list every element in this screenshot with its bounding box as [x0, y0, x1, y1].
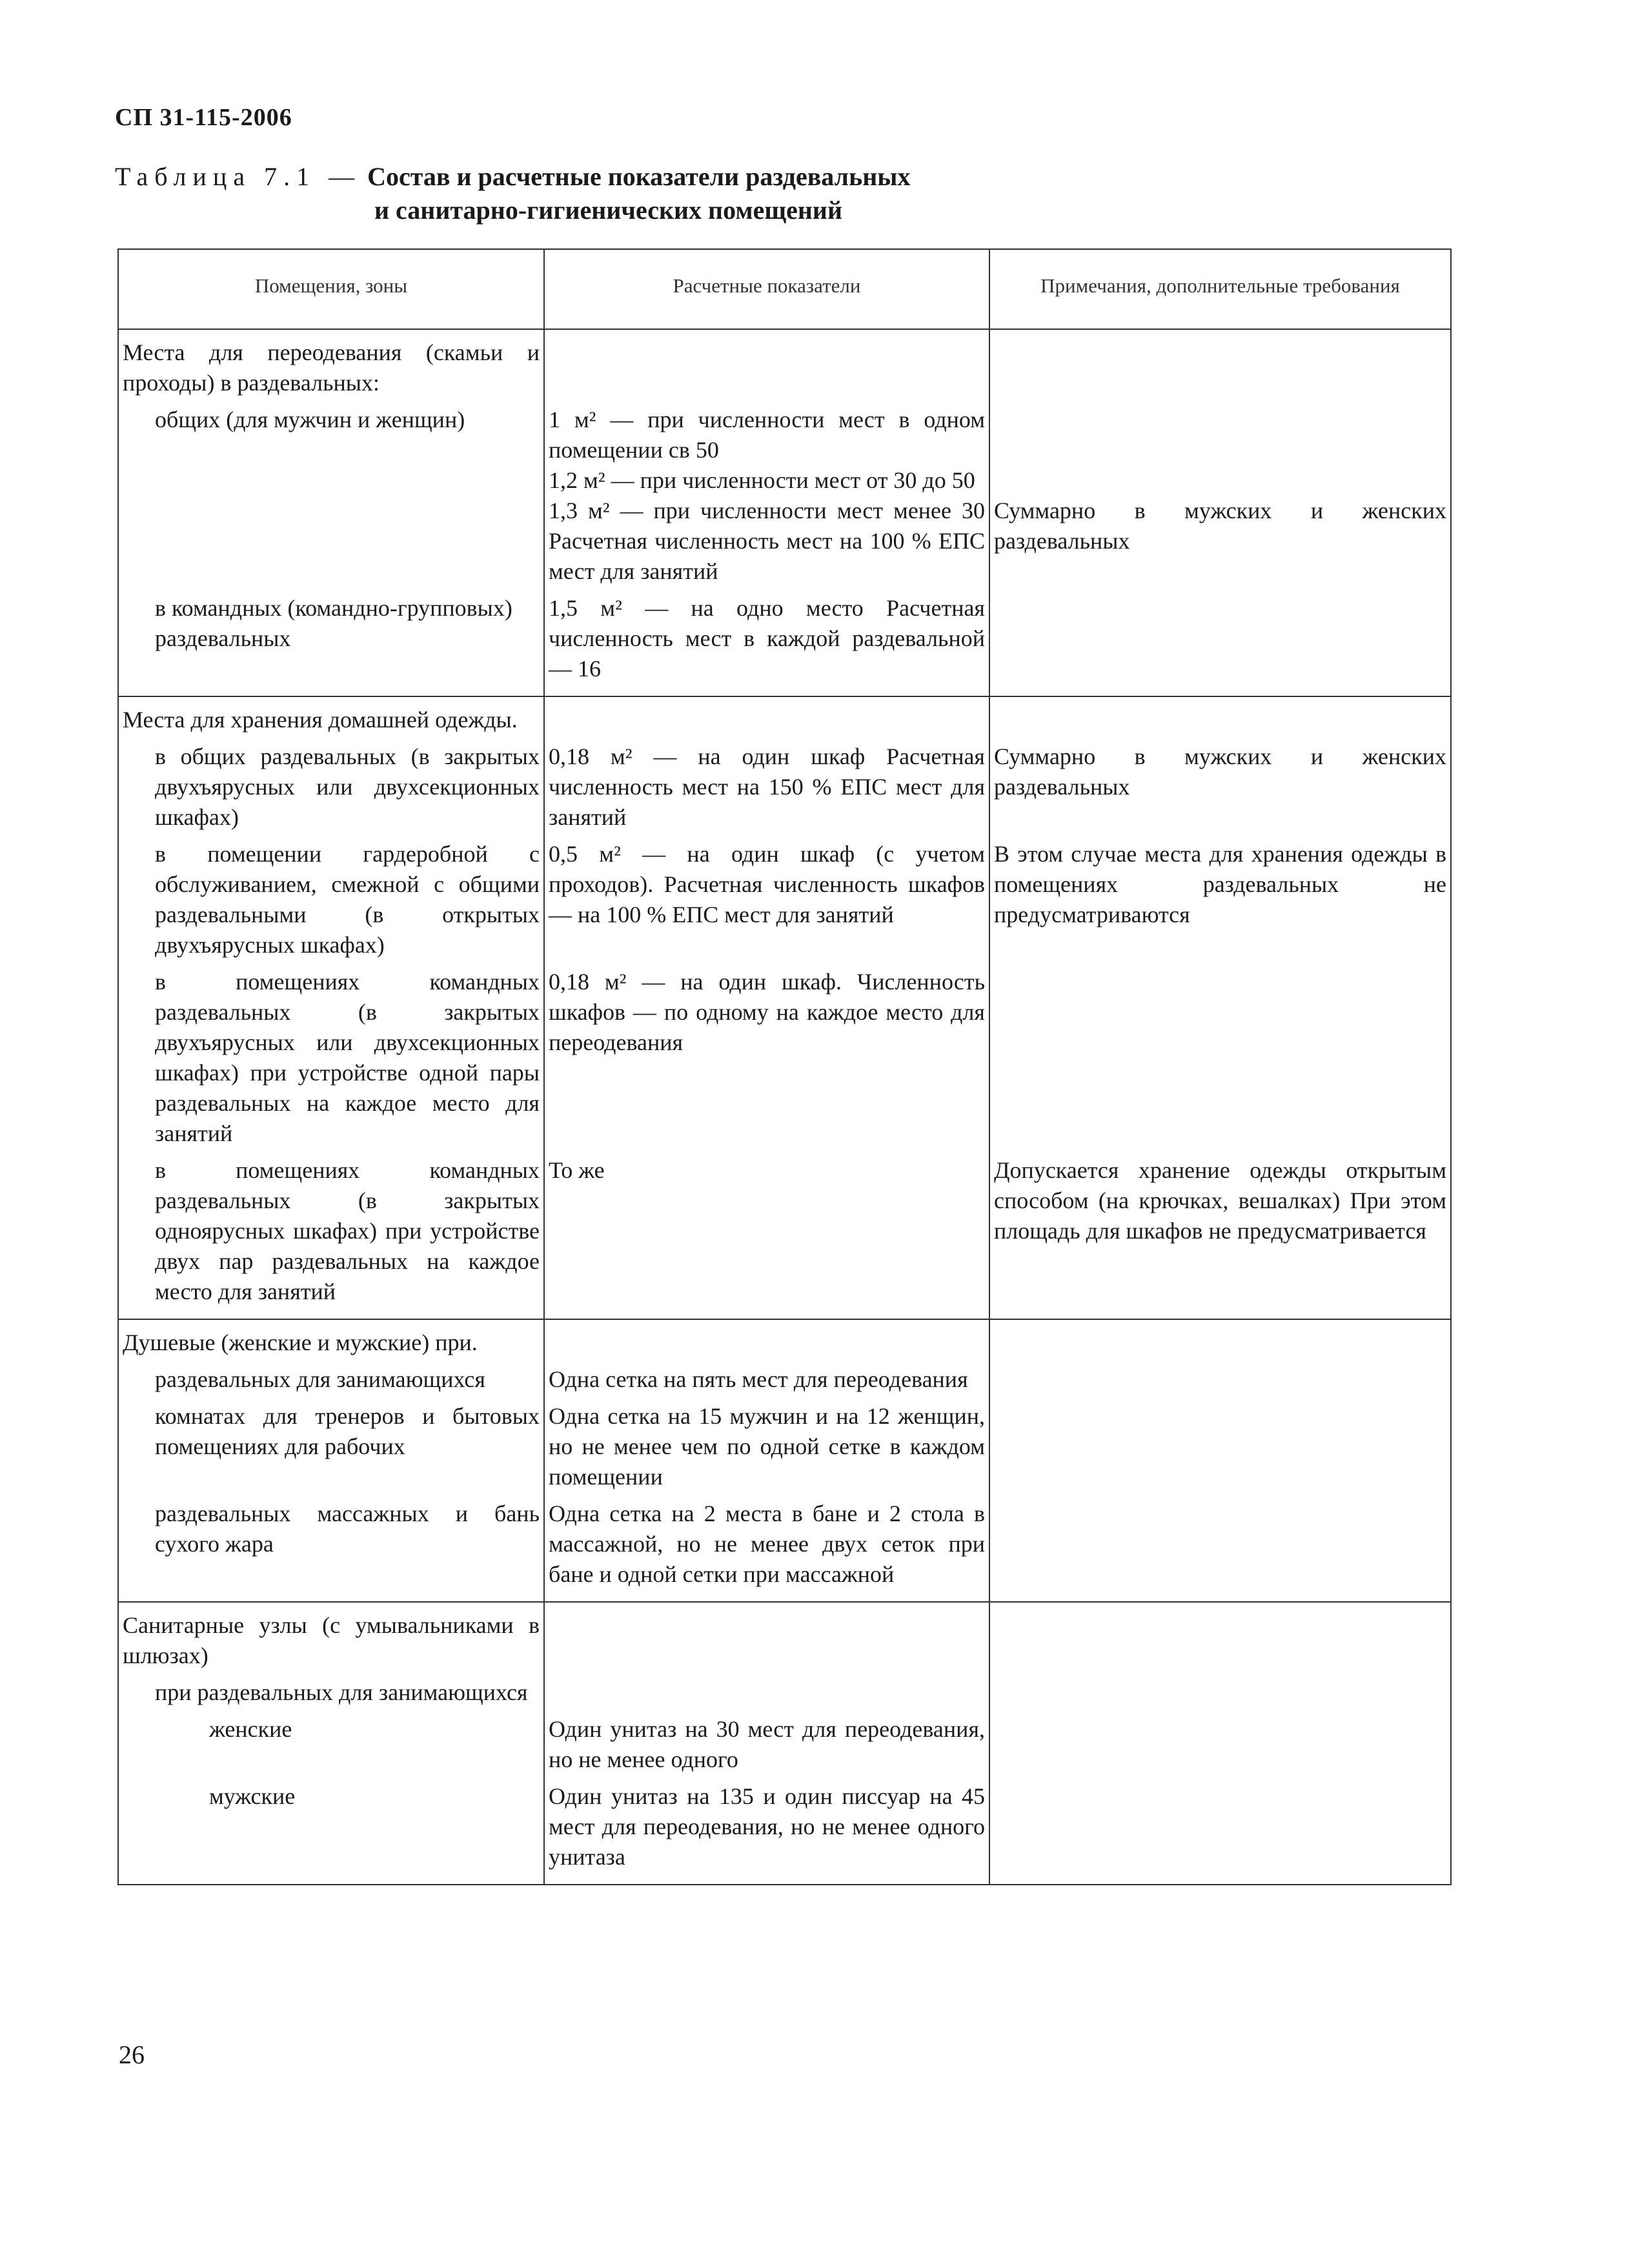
table-row	[118, 593, 1451, 696]
document-code: СП 31-115-2006	[115, 104, 292, 131]
column-header-indicators: Расчетные показатели	[544, 249, 989, 329]
cell-note: Суммарно в мужских и женских раздевальных	[989, 405, 1451, 593]
indicator-line: 1 м² — при численности мест в одном помещении св 50	[549, 407, 985, 463]
table-row	[118, 1401, 1451, 1499]
cell-note: Допускается хранение одежды открытым способом (на крючках, вешалках) При этом площадь для шкафов не предусматривается	[989, 1155, 1451, 1319]
cell-indicator: Один унитаз на 30 мест для переодевания, но не менее одного	[544, 1714, 989, 1781]
cell-room: общих (для мужчин и женщин)	[118, 405, 544, 593]
group-title: Санитарные узлы (с умывальниками в шлюзах)	[118, 1602, 544, 1677]
cell-indicator: 0,18 м² — на один шкаф Расчетная численность мест на 150 % ЕПС мест для занятий	[544, 742, 989, 839]
table-header-row	[118, 249, 1451, 329]
table-heading-line2: и санитарно-гигиенических помещений	[374, 196, 842, 225]
cell-indicator: Одна сетка на 15 мужчин и на 12 женщин, но не менее чем по одной сетке в каждом помещении	[544, 1401, 989, 1499]
cell-room: раздевальных массажных и бань сухого жара	[118, 1499, 544, 1602]
indicator-line: 1,3 м² — при численности мест менее 30 Расчетная численность мест на 100 % ЕПС мест для занятий	[549, 498, 985, 584]
group-title: Места для переодевания (скамьи и проходы) в раздевальных:	[118, 329, 544, 405]
requirements-table	[117, 248, 1452, 1885]
table-row	[118, 1155, 1451, 1319]
table-row	[118, 405, 1451, 593]
cell-room: в помещениях командных раздевальных (в закрытых двухъярусных или двухсекционных шкафах) при устройстве одной пары раздевальных на каждое место для занятий	[118, 967, 544, 1155]
group-title: Душевые (женские и мужские) при.	[118, 1319, 544, 1364]
cell-indicator: 1,5 м² — на одно место Расчетная численность мест в каждой раздевальной — 16	[544, 593, 989, 696]
page-number: 26	[119, 2040, 145, 2069]
table-row	[118, 967, 1451, 1155]
cell-note: Суммарно в мужских и женских раздевальных	[989, 742, 1451, 839]
cell-indicator: Один унитаз на 135 и один писсуар на 45 мест для переодевания, но не менее одного унитаза	[544, 1781, 989, 1885]
column-header-rooms: Помещения, зоны	[118, 249, 544, 329]
table-row	[118, 1499, 1451, 1602]
table-row	[118, 1714, 1451, 1781]
cell-room: женские	[118, 1714, 544, 1781]
cell-indicator: 0,18 м² — на один шкаф. Численность шкафов — по одному на каждое место для переодевания	[544, 967, 989, 1155]
cell-indicator	[544, 405, 989, 593]
table-row	[118, 742, 1451, 839]
group-subtitle: при раздевальных для занимающихся	[118, 1677, 544, 1714]
table-row	[118, 696, 1451, 742]
table-row	[118, 1364, 1451, 1401]
cell-note: В этом случае места для хранения одежды в помещениях раздевальных не предусматриваются	[989, 839, 1451, 967]
table-row	[118, 1781, 1451, 1885]
table-label: Таблица 7.1 —	[115, 162, 361, 191]
table-heading-line1: Состав и расчетные показатели раздевальных	[367, 162, 911, 191]
table-row	[118, 1319, 1451, 1364]
table-row	[118, 1677, 1451, 1714]
table-row	[118, 329, 1451, 405]
cell-indicator: Одна сетка на 2 места в бане и 2 стола в массажной, но не менее двух сеток при бане и одной сетки при массажной	[544, 1499, 989, 1602]
cell-room: в общих раздевальных (в закрытых двухъярусных или двухсекционных шкафах)	[118, 742, 544, 839]
group-title: Места для хранения домашней одежды.	[118, 696, 544, 742]
table-row	[118, 1602, 1451, 1677]
cell-room: в командных (командно-групповых) раздевальных	[118, 593, 544, 696]
cell-indicator: Одна сетка на пять мест для переодевания	[544, 1364, 989, 1401]
cell-room: раздевальных для занимающихся	[118, 1364, 544, 1401]
table-row	[118, 839, 1451, 967]
cell-room: в помещениях командных раздевальных (в закрытых одноярусных шкафах) при устройстве двух пар раздевальных на каждое место для занятий	[118, 1155, 544, 1319]
cell-room: в помещении гардеробной с обслуживанием, смежной с общими раздевальными (в открытых двухъярусных шкафах)	[118, 839, 544, 967]
cell-room: мужские	[118, 1781, 544, 1885]
table-title	[115, 160, 1406, 227]
cell-indicator: То же	[544, 1155, 989, 1319]
column-header-notes: Примечания, дополнительные требования	[989, 249, 1451, 329]
cell-room: комнатах для тренеров и бытовых помещениях для рабочих	[118, 1401, 544, 1499]
cell-indicator: 0,5 м² — на один шкаф (с учетом проходов). Расчетная численность шкафов — на 100 % ЕПС мест для занятий	[544, 839, 989, 967]
indicator-line: 1,2 м² — при численности мест от 30 до 50	[549, 467, 975, 493]
